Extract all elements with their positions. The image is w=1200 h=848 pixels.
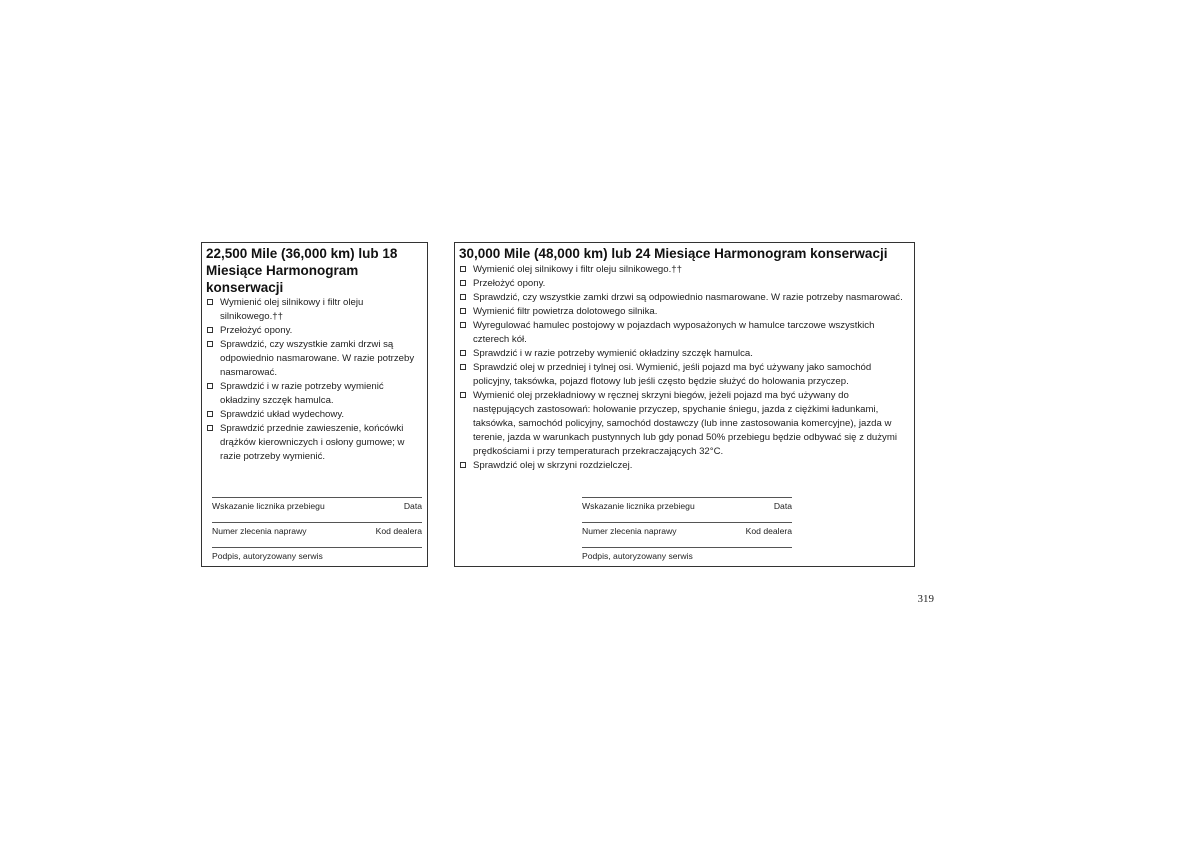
checklist-item: Wymienić olej silnikowy i filtr oleju silnikowego.†† <box>459 263 907 277</box>
checkbox-icon[interactable] <box>207 383 213 389</box>
checklist-item: Sprawdzić olej w skrzyni rozdzielczej. <box>459 459 907 473</box>
date-label: Data <box>773 501 792 511</box>
order-dealer-line[interactable] <box>212 522 422 547</box>
checkbox-icon[interactable] <box>460 294 466 300</box>
maintenance-checklist <box>459 263 907 473</box>
odometer-label: Wskazanie licznika przebiegu <box>212 501 325 511</box>
order-number-label: Numer zlecenia naprawy <box>212 526 307 536</box>
checkbox-icon[interactable] <box>460 280 466 286</box>
odometer-date-line[interactable] <box>212 497 422 522</box>
checklist-item: Wymienić filtr powietrza dolotowego silnika. <box>459 305 907 319</box>
checkbox-icon[interactable] <box>460 266 466 272</box>
checklist-item: Sprawdzić przednie zawieszenie, końcówki drążków kierowniczych i osłony gumowe; w razie potrzeby wymienić. <box>206 422 416 464</box>
checkbox-icon[interactable] <box>460 364 466 370</box>
maintenance-box-22500 <box>201 242 428 567</box>
checklist-item: Przełożyć opony. <box>459 277 907 291</box>
checkbox-icon[interactable] <box>207 299 213 305</box>
checkbox-icon[interactable] <box>460 392 466 398</box>
checklist-item: Sprawdzić olej w przedniej i tylnej osi. Wymienić, jeśli pojazd ma być używany jako samochód policyjny, taksówka, pojazd flotowy lub jeśli często będzie służyć do holowania przyczep. <box>459 361 907 389</box>
checkbox-icon[interactable] <box>207 411 213 417</box>
signature-label: Podpis, autoryzowany serwis <box>212 551 323 561</box>
checklist-item: Sprawdzić układ wydechowy. <box>206 408 416 422</box>
maintenance-checklist <box>206 296 416 464</box>
box-title: 22,500 Mile (36,000 km) lub 18 Miesiące Harmonogram konserwacji <box>206 246 398 295</box>
checkbox-icon[interactable] <box>460 308 466 314</box>
date-label: Data <box>403 501 422 511</box>
box-title: 30,000 Mile (48,000 km) lub 24 Miesiące Harmonogram konserwacji <box>459 246 888 261</box>
checklist-item: Wymienić olej przekładniowy w ręcznej skrzyni biegów, jeżeli pojazd ma być używany do następujących zastosowań: holowanie przyczep, spychanie śniegu, jazda z ciężkimi ładunkami, taksówka, samochód policyjny, samochód dostawczy (lub inne zastosowania komercyjne), jazda w terenie, jazda w warunkach pustynnych lub gdy ponad 50% przebiegu będzie odbywać się z dużymi prędkościami i przy temperaturach przekraczających 32°C. <box>459 389 907 459</box>
order-number-label: Numer zlecenia naprawy <box>582 526 677 536</box>
checklist-item: Wymienić olej silnikowy i filtr oleju silnikowego.†† <box>206 296 416 324</box>
maintenance-box-30000 <box>454 242 915 567</box>
checkbox-icon[interactable] <box>207 341 213 347</box>
odometer-date-line[interactable] <box>582 497 792 522</box>
checkbox-icon[interactable] <box>460 350 466 356</box>
signature-label: Podpis, autoryzowany serwis <box>582 551 693 561</box>
checklist-item: Wyregulować hamulec postojowy w pojazdach wyposażonych w hamulce tarczowe wszystkich czterech kół. <box>459 319 907 347</box>
page-number: 319 <box>917 593 934 605</box>
signature-block <box>582 497 792 572</box>
signature-line[interactable] <box>582 547 792 572</box>
checklist-item: Sprawdzić i w razie potrzeby wymienić okładziny szczęk hamulca. <box>459 347 907 361</box>
checkbox-icon[interactable] <box>460 462 466 468</box>
checkbox-icon[interactable] <box>207 425 213 431</box>
dealer-code-label: Kod dealera <box>375 526 422 536</box>
checkbox-icon[interactable] <box>207 327 213 333</box>
checklist-item: Sprawdzić i w razie potrzeby wymienić okładziny szczęk hamulca. <box>206 380 416 408</box>
checklist-item: Przełożyć opony. <box>206 324 416 338</box>
checklist-item: Sprawdzić, czy wszystkie zamki drzwi są odpowiednio nasmarowane. W razie potrzeby nasmarować. <box>206 338 416 380</box>
dealer-code-label: Kod dealera <box>745 526 792 536</box>
order-dealer-line[interactable] <box>582 522 792 547</box>
odometer-label: Wskazanie licznika przebiegu <box>582 501 695 511</box>
signature-block <box>212 497 422 572</box>
signature-line[interactable] <box>212 547 422 572</box>
checkbox-icon[interactable] <box>460 322 466 328</box>
checklist-item: Sprawdzić, czy wszystkie zamki drzwi są odpowiednio nasmarowane. W razie potrzeby nasmarować. <box>459 291 907 305</box>
